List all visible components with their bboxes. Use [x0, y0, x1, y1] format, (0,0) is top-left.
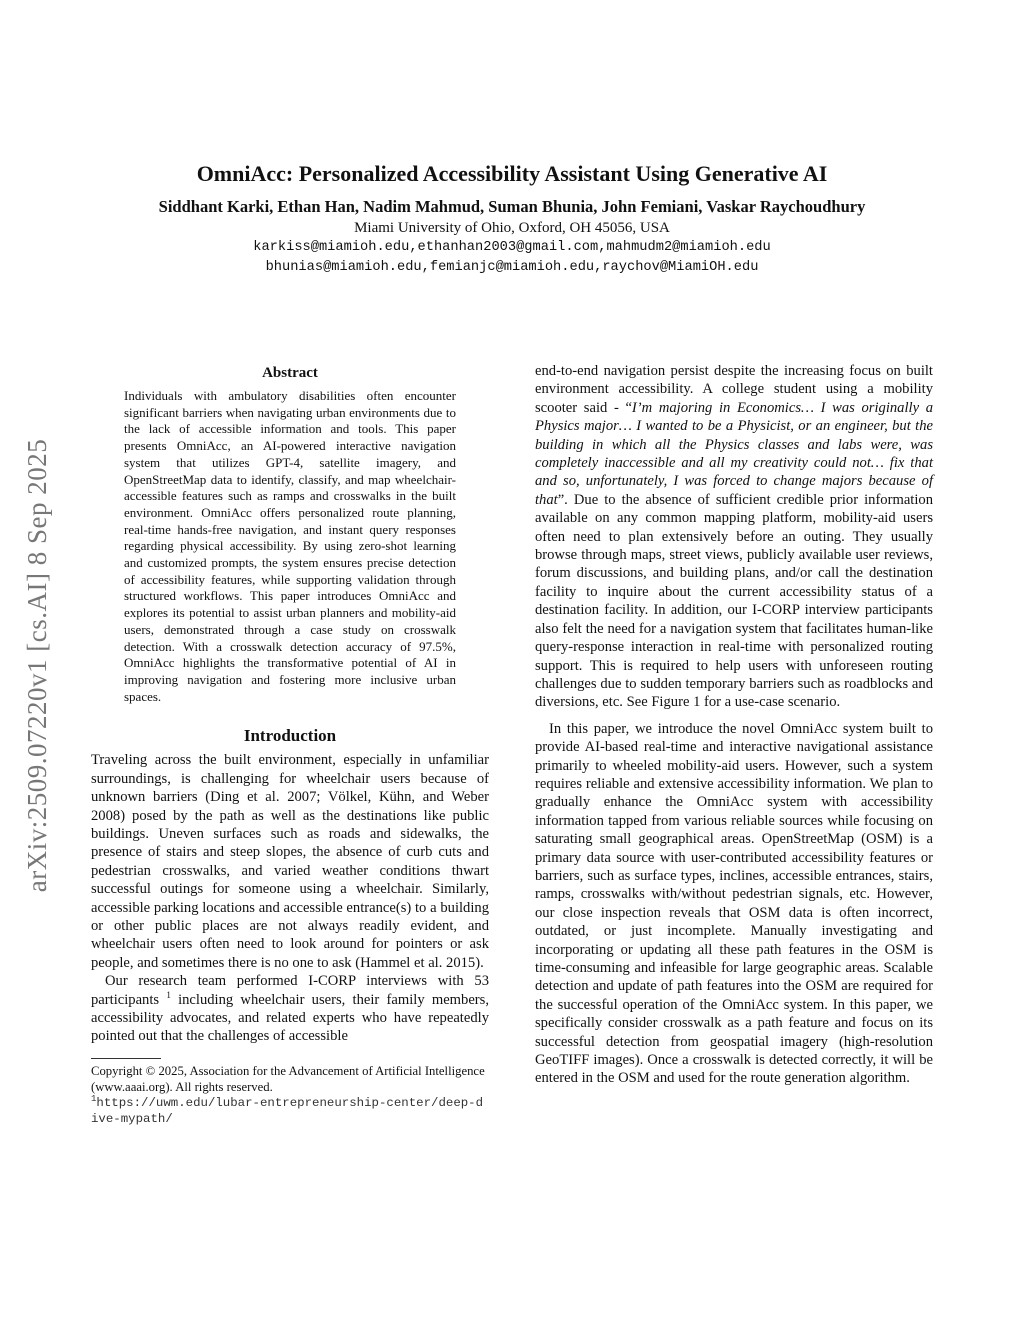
introduction-heading: Introduction: [243, 726, 337, 746]
email-line-2: bhunias@miamioh.edu,femianjc@miamioh.edu,raychov@MiamiOH.edu: [265, 260, 759, 275]
introduction-paragraph-1: Traveling across the built environment, especially in unfamiliar surroundings, is challenging for wheelchair users because of unknown barriers (Ding et al. 2007; Völkel, Kühn, and Weber 2008) posed by the path as well as the destinations like public buildings. Uneven surfaces such as roads and sidewalks, the presence of stairs and steep slopes, the absence of curb cuts and pedestrian crosswalks, and varied weather conditions thwart successful outings for someone using a wheelchair. Similarly, accessible parking locations and accessible entrance(s) to a building or other public places are not always readily evident, and wheelchair users often need to look around for pointers or ask people, and sometimes there is no one to ask (Hammel et al. 2015).: [91, 752, 489, 971]
footnote-reference: 1: [166, 989, 171, 1000]
arxiv-watermark: [18, 385, 58, 945]
right-paragraph-1-end: ”. Due to the absence of sufficient credible prior information available on any common mapping platform, mobility-aid users often need to plan extensively before an outing. They usually browse through maps, street views, publicly available user reviews, forum discussions, and building plans, and/or call the destination facility to inquire about the current accessibility status of a destination facility. In addition, our I-CORP interview participants also felt the need for a navigation system that facilitates human-like query-response interaction in real-time with personalized routing support. This is required to help users with unforeseen routing challenges due to sudden temporary barriers such as roadblocks and diversions, etc. See Figure 1 for a use-case scenario.: [535, 491, 933, 711]
footnote-url-text: https://uwm.edu/lubar-entrepreneurship-center/deep-dive-mypath/: [91, 1095, 484, 1126]
right-paragraph-1: [535, 362, 933, 712]
left-column: [91, 362, 489, 1127]
footnote-url: [91, 1095, 489, 1127]
footnote-divider: [91, 1058, 161, 1059]
footnote-mark: 1: [91, 1093, 97, 1104]
paper-title: OmniAcc: Personalized Accessibility Assistant Using Generative AI: [196, 161, 828, 186]
author-list: Siddhant Karki, Ethan Han, Nadim Mahmud, Suman Bhunia, John Femiani, Vaskar Raychoudhury: [158, 197, 866, 216]
right-paragraph-2: In this paper, we introduce the novel OmniAcc system built to provide AI-based real-time and interactive navigational assistance primarily to wheeled mobility-aid users. However, such a system requires reliable and extensive accessibility information. We plan to gradually enhance the OmniAcc system with accessibility information tapped from various reliable sources while focusing on saturating small geographical areas. OpenStreetMap (OSM) is a primary data source with user-contributed accessibility features or barriers, such as surface types, inclines, accessible entrances, stairs, ramps, crosswalks with/without pedestrian signals, etc. However, our close inspection reveals that OSM data is often incorrect, outdated, or just incomplete. Manually investigating and incorporating or updating all these path features in the OSM is time-consuming and infeasible for large geographic areas. Scalable detection and update of path features into the OSM are required for the successful operation of the OmniAcc system. In this paper, we specifically consider crosswalk as a path feature and focus on its successful detection from geospatial imagery (high-resolution GeoTIFF images). Once a crosswalk is detected correctly, it will be entered in the OSM and used for the route generation algorithm.: [535, 720, 933, 1087]
copyright-notice: Copyright © 2025, Association for the Advancement of Artificial Intelligence (www.aaai.org). All rights reserved.: [91, 1063, 485, 1094]
introduction-paragraph-2: [91, 972, 489, 1046]
email-line-1: karkiss@miamioh.edu,ethanhan2003@gmail.com,mahmudm2@miamioh.edu: [253, 240, 771, 255]
affiliation: Miami University of Ohio, Oxford, OH 45056, USA: [354, 220, 670, 236]
introduction-paragraph-2-end: including wheelchair users, their family members, accessibility advocates, and related experts who have repeatedly pointed out that the challenges of accessible: [91, 991, 489, 1045]
abstract-heading: Abstract: [262, 365, 318, 381]
abstract-text: Individuals with ambulatory disabilities often encounter significant barriers when navigating urban environments due to the lack of accessible information and tools. This paper presents OmniAcc, an AI-powered interactive navigation system that utilizes GPT-4, satellite imagery, and OpenStreetMap data to identify, classify, and map wheelchair-accessible features such as ramps and crosswalks in the built environment. OmniAcc offers personalized route planning, real-time hands-free navigation, and instant query responses regarding physical accessibility. By using zero-shot learning and customized prompts, the system ensures precise detection of accessibility features, while supporting validation through structured workflows. This paper introduces OmniAcc and explores its potential to assist urban planners and mobility-aid users, demonstrated through a case study on crosswalk detection. With a crosswalk detection accuracy of 97.5%, OmniAcc highlights the transformative potential of AI in improving navigation and fostering more inclusive urban spaces.: [124, 388, 456, 704]
right-column: [535, 362, 933, 1088]
student-quote: I’m majoring in Economics… I was originally a Physics major… I wanted to be a Physicist, or an engineer, but the building in which all the Physics classes and labs were, was completely inaccessible and all my creativity could not… fix that and so, unfortunately, I was forced to change majors because of that: [535, 399, 933, 508]
right-paragraph-1-start: end-to-end navigation persist despite the increasing focus on built environment accessibility. A college student using a mobility scooter said - “: [535, 363, 933, 416]
paper-header: [80, 158, 944, 278]
arxiv-id: arXiv:2509.07220v1 [cs.AI] 8 Sep 2025: [22, 438, 53, 892]
introduction-paragraph-2-start: Our research team performed I-CORP interviews with 53 participants: [91, 973, 489, 1008]
